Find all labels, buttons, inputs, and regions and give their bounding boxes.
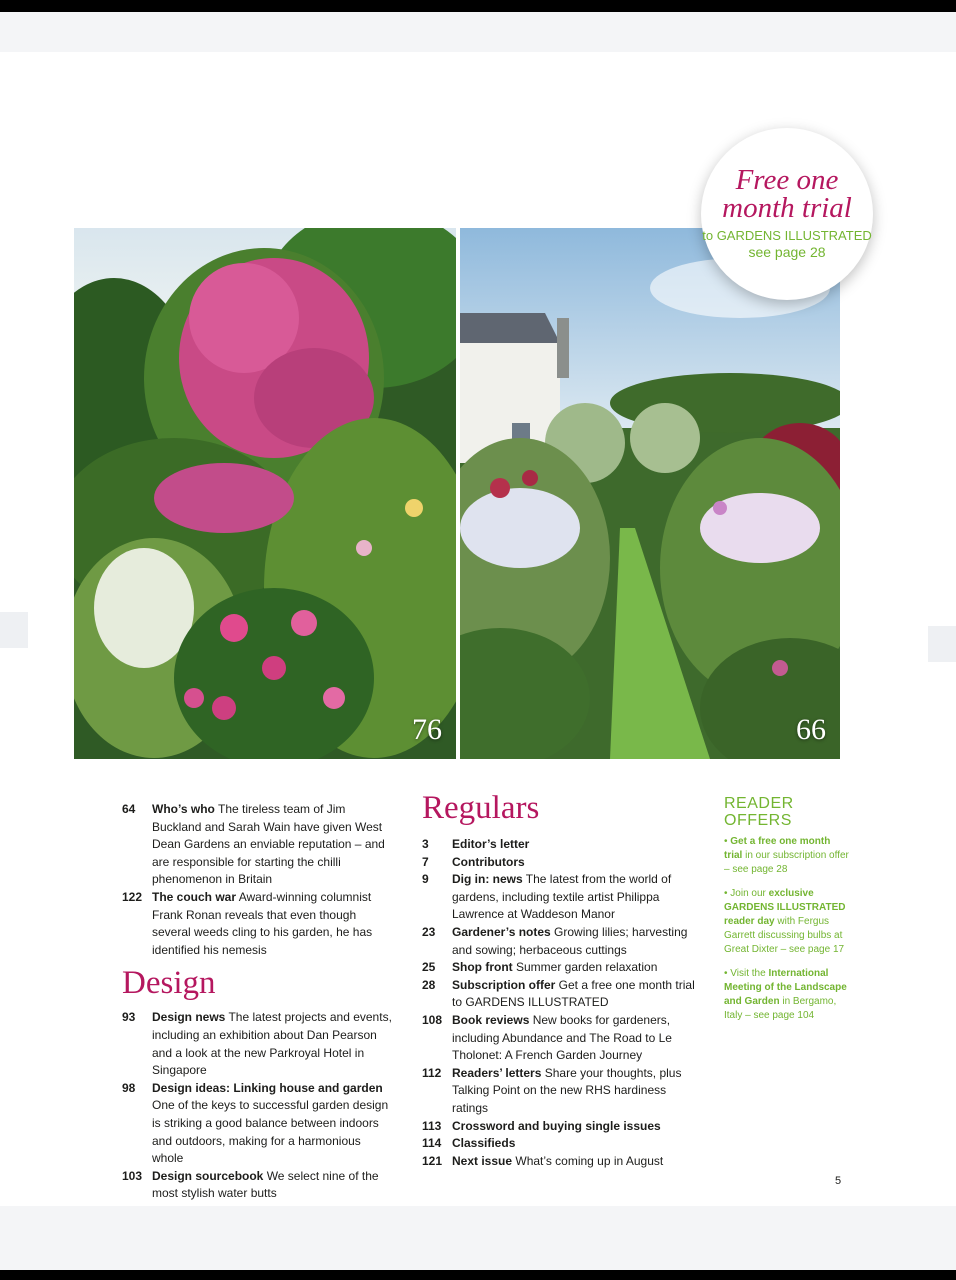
toc-page-number: 108 [422, 1012, 443, 1027]
toc-page-number: 113 [422, 1118, 442, 1133]
offer-text: in Bergamo, Italy – see page 104 [724, 996, 837, 1021]
offer-text: with Fergus Garrett discussing bulbs at Great Dixter – see page 17 [724, 916, 845, 955]
toc-entry[interactable] [422, 854, 697, 872]
toc-entry-title: Next issue [452, 1153, 513, 1168]
toc-entry[interactable] [422, 959, 697, 977]
toc-entry[interactable] [422, 1135, 697, 1153]
offer-text: in our subscription offer – see page 28 [724, 850, 849, 875]
toc-entry[interactable] [122, 1168, 392, 1203]
toc-entry[interactable] [422, 1012, 697, 1065]
toc-page-number: 122 [122, 889, 143, 904]
toc-entry-title: Design news [152, 1010, 226, 1025]
toc-entry[interactable] [422, 1153, 697, 1171]
roses-illustration [74, 228, 456, 759]
toc-entry-title: Contributors [452, 854, 525, 869]
toc-entry[interactable] [422, 871, 697, 924]
left-column [122, 801, 392, 1203]
toc-page-number: 64 [122, 802, 136, 816]
page-folio: 5 [835, 1175, 842, 1187]
toc-entry-description: Award-winning columnist Frank Ronan reveals that even though several weeds cling to his garden, he has identified his nemesis [152, 889, 373, 957]
offer-prefix: • Join our [724, 888, 769, 899]
toc-entry-description: We select nine of the most stylish water butts [152, 1168, 379, 1201]
toc-entry-title: Book reviews [452, 1012, 530, 1027]
toc-entry-description: Get a free one month trial to GARDENS ILLUSTRATED [452, 977, 695, 1010]
toc-page-number: 103 [122, 1168, 143, 1183]
toc-entry[interactable] [422, 1118, 697, 1136]
promo-subtitle: to GARDENS ILLUSTRATED [702, 228, 872, 243]
promo-title-line2: month trial [722, 192, 852, 224]
toc-entry-description: Share your thoughts, plus Talking Point on the new RHS hardiness ratings [452, 1065, 682, 1115]
toc-entry-title: Who’s who [152, 802, 215, 816]
promo-title-line1: Free one [735, 164, 839, 196]
toc-page-number: 25 [422, 960, 436, 975]
toc-page-number: 28 [422, 977, 436, 992]
top-black-bar [0, 0, 956, 12]
regulars-section-title: Regulars [422, 790, 540, 826]
offer-highlight: International Meeting of the Landscape and Garden [724, 968, 847, 1007]
toc-entry-description: New books for gardeners, including Abundance and The Road to Le Tholonet: A French Garden Journey [452, 1012, 672, 1063]
toc-entry-description: Summer garden relaxation [512, 960, 658, 975]
offer-prefix: • [724, 836, 731, 847]
toc-page-number: 112 [422, 1065, 442, 1080]
toc-page-number: 121 [422, 1153, 443, 1168]
toc-entry[interactable] [122, 1009, 392, 1079]
toc-entry-description: What’s coming up in August [512, 1153, 664, 1168]
photo-garden-path[interactable] [460, 228, 840, 759]
toc-entry[interactable] [422, 1065, 697, 1118]
toc-entry-description: The latest projects and events, including an exhibition about Dan Pearson and a look at the new Parkroyal Hotel in Singapore [152, 1010, 392, 1078]
toc-entry[interactable] [422, 924, 697, 959]
toc-entry-title: Subscription offer [452, 977, 556, 992]
offer-highlight: exclusive GARDENS ILLUSTRATED reader day [724, 888, 846, 927]
offer-prefix: • Visit the [724, 968, 769, 979]
toc-entry-title: Dig in: news [452, 872, 523, 887]
toc-page-number: 23 [422, 924, 436, 939]
offer-highlight: Get a free one month trial [724, 836, 831, 861]
toc-page-number: 7 [422, 854, 429, 869]
viewer-bottom-margin [0, 1206, 956, 1270]
toc-entry-description: One of the keys to successful garden design is striking a good balance between indoors and outdoors, making for a harmonious whole [152, 1098, 389, 1166]
reader-offer-item[interactable] [724, 887, 850, 957]
toc-entry-title: Crossword and buying single issues [452, 1118, 661, 1133]
toc-entry-title: Editor’s letter [452, 837, 530, 851]
toc-entry-description: The tireless team of Jim Buckland and Sarah Wain have given West Dean Gardens an enviable reputation – and are responsible for starting the chilli phenomenon in Britain [152, 802, 385, 887]
reader-offers-title-line1: READER [724, 795, 794, 812]
garden-path-illustration [460, 228, 840, 759]
toc-entry-title: Design sourcebook [152, 1168, 264, 1183]
design-section-title: Design [122, 965, 216, 1002]
toc-entry[interactable] [122, 1080, 392, 1168]
promo-page-ref: see page 28 [748, 244, 826, 260]
toc-entry-title: The couch war [152, 889, 237, 904]
prev-page-tab[interactable] [0, 612, 28, 648]
toc-page-number: 3 [422, 837, 429, 851]
toc-entry-title: Gardener’s notes [452, 924, 551, 939]
toc-entry[interactable] [422, 836, 697, 854]
toc-entry[interactable] [122, 889, 392, 959]
reader-offer-item[interactable] [724, 967, 850, 1023]
toc-page-number: 9 [422, 872, 429, 887]
toc-entry[interactable] [422, 977, 697, 1012]
reader-offers-column [724, 795, 850, 1033]
toc-entry[interactable] [122, 801, 392, 889]
toc-entry-title: Classifieds [452, 1136, 516, 1151]
toc-entry-title: Shop front [452, 960, 513, 975]
toc-page-number: 114 [422, 1136, 442, 1151]
photo-page-number: 66 [796, 713, 826, 746]
toc-entry-description: The latest from the world of gardens, including textile artist Philippa Lawrence at Waddeson Manor [452, 872, 672, 922]
bottom-black-bar [0, 1270, 956, 1280]
toc-page-number: 98 [122, 1080, 136, 1095]
reader-offer-item[interactable] [724, 835, 850, 877]
next-page-tab[interactable] [928, 626, 956, 662]
viewer-top-margin [0, 12, 956, 52]
reader-offers-title-line2: OFFERS [724, 812, 792, 829]
free-trial-badge[interactable] [701, 128, 873, 300]
toc-entry-title: Readers’ letters [452, 1065, 542, 1080]
photo-page-number: 76 [412, 713, 442, 746]
regulars-column [422, 790, 697, 1170]
photo-roses[interactable] [74, 228, 456, 759]
toc-entry-title: Design ideas: Linking house and garden [152, 1080, 383, 1095]
toc-entry-description: Growing lilies; harvesting and sowing; herbaceous cuttings [452, 924, 688, 957]
toc-page-number: 93 [122, 1010, 136, 1025]
